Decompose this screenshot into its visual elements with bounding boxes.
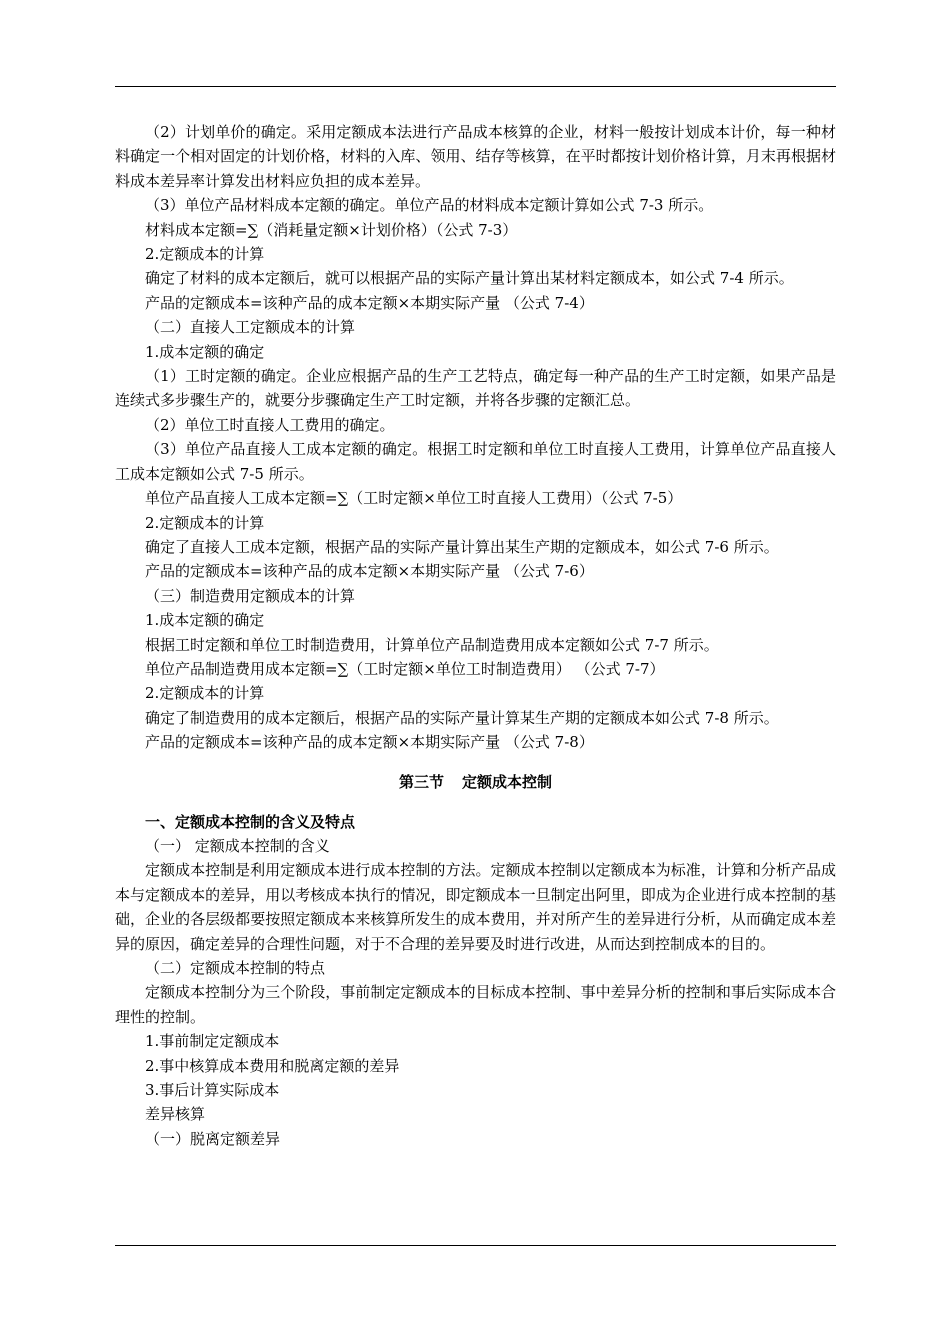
paragraph: 确定了材料的成本定额后，就可以根据产品的实际产量计算出某材料定额成本，如公式 7-4 所示。: [145, 269, 794, 288]
paragraph: 1.成本定额的确定: [145, 611, 265, 630]
paragraph: （2）计划单价的确定。采用定额成本法进行产品成本核算的企业，材料一般按计划成本计价，每一种材料确定一个相对固定的计划价格，材料的入库、领用、结存等核算，在平时都按计划价格计算，月末再根据材料成本差异率计算发出材料应负担的成本差异。: [115, 123, 836, 190]
paragraph: （2）单位工时直接人工费用的确定。: [145, 415, 395, 434]
list-item: 2.事中核算成本费用和脱离定额的差异: [145, 1056, 400, 1075]
paragraph: 1.成本定额的确定: [145, 342, 265, 361]
paragraph: 2.定额成本的计算: [145, 513, 265, 532]
paragraph: 确定了直接人工成本定额，根据产品的实际产量计算出某生产期的定额成本，如公式 7-6 所示。: [145, 537, 779, 556]
formula-7-5: 单位产品直接人工成本定额=∑（工时定额×单位工时直接人工费用）（公式 7-5）: [145, 489, 683, 508]
formula-7-7: 单位产品制造费用成本定额=∑（工时定额×单位工时制造费用） （公式 7-7）: [145, 659, 665, 678]
formula-7-6: 产品的定额成本=该种产品的成本定额×本期实际产量 （公式 7-6）: [145, 562, 594, 581]
list-item: 1.事前制定定额成本: [145, 1032, 280, 1051]
section-material-cost: [115, 120, 836, 755]
footer-rule: [115, 1245, 836, 1246]
paragraph: 差异核算: [145, 1105, 206, 1124]
paragraph: （1）工时定额的确定。企业应根据产品的生产工艺特点，确定每一种产品的生产工时定额，如果产品是连续式多步骤生产的，就要分步骤确定生产工时定额，并将各步骤的定额汇总。: [115, 367, 836, 410]
heading-level-1: 一、定额成本控制的含义及特点: [145, 812, 356, 831]
subheading: （二）直接人工定额成本的计算: [145, 318, 356, 337]
paragraph: 2.定额成本的计算: [145, 245, 265, 264]
section-number: 第三节: [398, 772, 444, 791]
section-title: [115, 770, 836, 794]
formula-7-3: 材料成本定额=∑（消耗量定额×计划价格）（公式 7-3）: [145, 220, 518, 239]
subheading: （一） 定额成本控制的含义: [145, 836, 330, 855]
paragraph: 定额成本控制分为三个阶段，事前制定定额成本的目标成本控制、事中差异分析的控制和事后实际成本合理性的控制。: [115, 983, 836, 1026]
paragraph: 根据工时定额和单位工时制造费用，计算单位产品制造费用成本定额如公式 7-7 所示。: [145, 635, 719, 654]
list-item: 3.事后计算实际成本: [145, 1081, 280, 1100]
section-control: [115, 834, 836, 1151]
paragraph: （3）单位产品直接人工成本定额的确定。根据工时定额和单位工时直接人工费用，计算单位产品直接人工成本定额如公式 7-5 所示。: [115, 440, 836, 483]
formula-7-8: 产品的定额成本=该种产品的成本定额×本期实际产量 （公式 7-8）: [145, 733, 594, 752]
section-name: 定额成本控制: [462, 772, 553, 791]
paragraph: 确定了制造费用的成本定额后，根据产品的实际产量计算某生产期的定额成本如公式 7-8 所示。: [145, 708, 779, 727]
paragraph: （3）单位产品材料成本定额的确定。单位产品的材料成本定额计算如公式 7-3 所示。: [145, 196, 714, 215]
subheading: （二）定额成本控制的特点: [145, 959, 326, 977]
subheading: （一）脱离定额差异: [145, 1129, 281, 1148]
paragraph: 2.定额成本的计算: [145, 684, 265, 703]
document-body: [115, 120, 836, 1151]
subheading: （三）制造费用定额成本的计算: [145, 586, 356, 605]
paragraph: 定额成本控制是利用定额成本进行成本控制的方法。定额成本控制以定额成本为标准，计算和分析产品成本与定额成本的差异，用以考核成本执行的情况，即定额成本一旦制定出阿里，即成为企业进行成本控制的基础，企业的各层级都要按照定额成本来核算所发生的成本费用，并对所产生的差异进行分析，从而确定成本差异的原因，确定差异的合理性问题，对于不合理的差异要及时进行改进，从而达到控制成本的目的。: [115, 861, 836, 953]
header-rule: [115, 86, 836, 87]
formula-7-4: 产品的定额成本=该种产品的成本定额×本期实际产量 （公式 7-4）: [145, 293, 594, 312]
